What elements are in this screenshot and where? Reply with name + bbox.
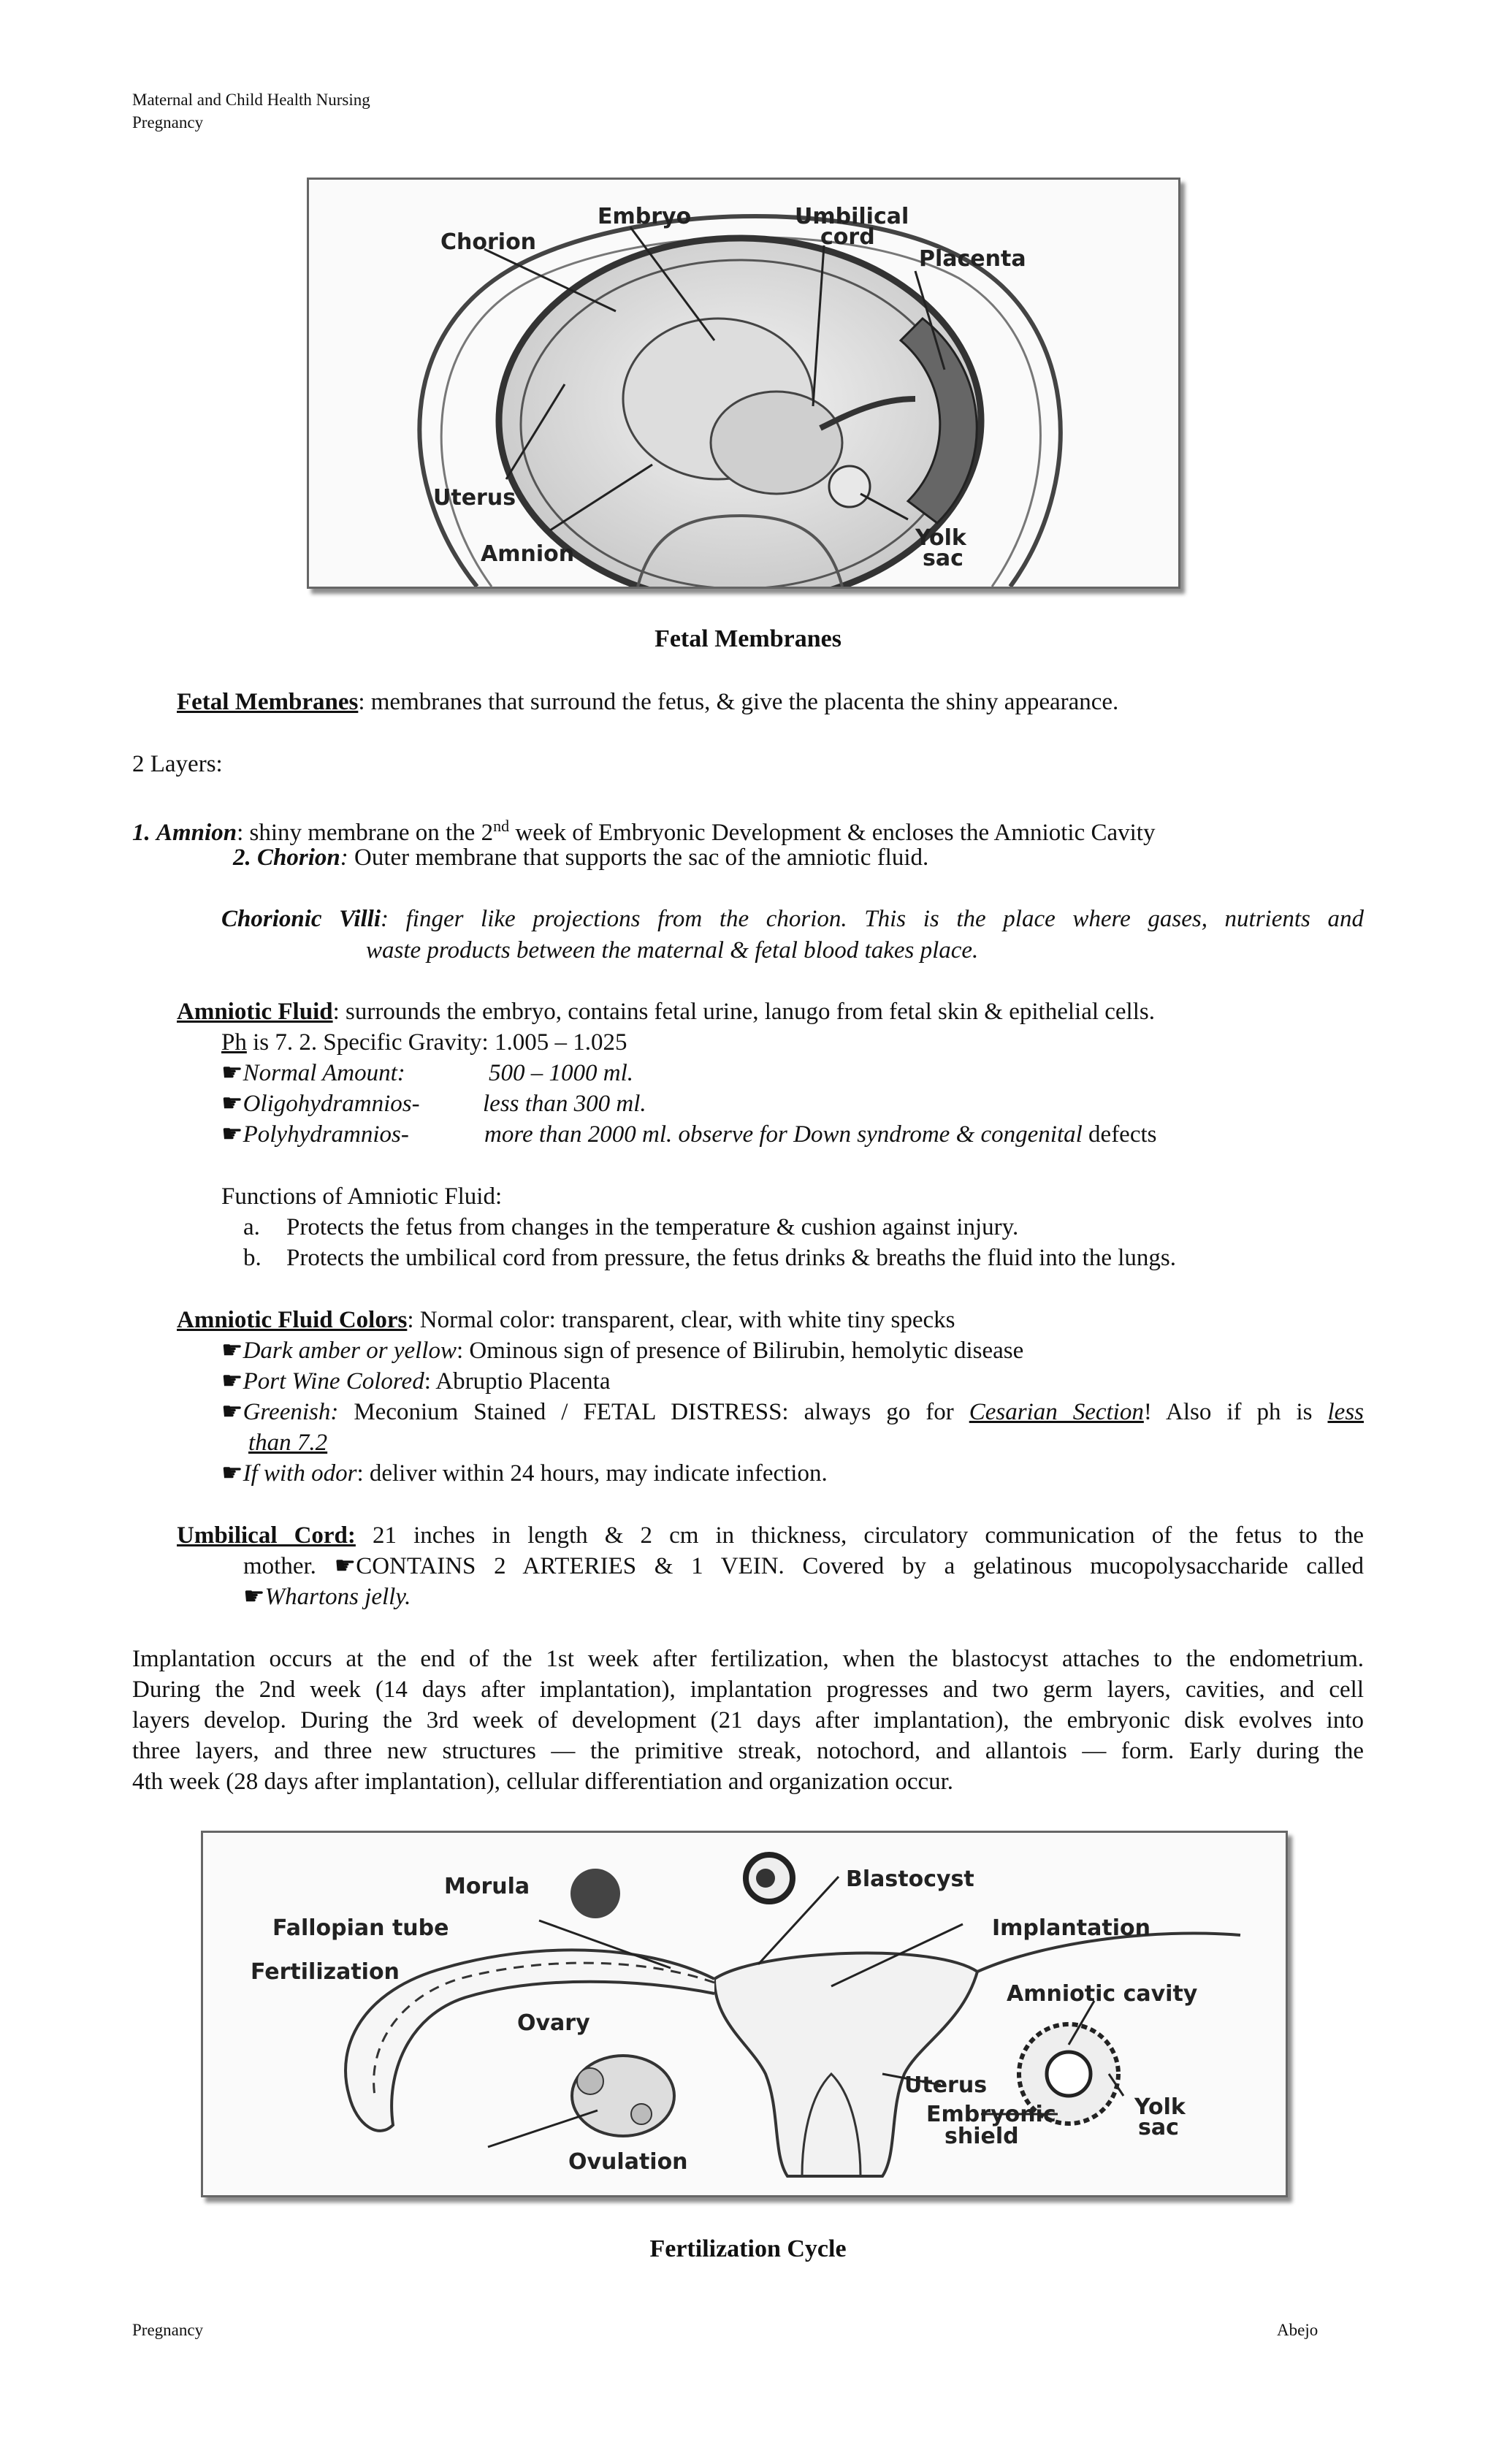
implantation-line-2: During the 2nd week (14 days after implantation), implantation progresses and two germ layers, cavities, and cell [132, 1677, 1364, 1703]
label-umbilical: Umbilical [795, 204, 909, 229]
villi-line-1 [221, 904, 1364, 934]
chorion-line [233, 842, 928, 873]
label-fallopian-tube: Fallopian tube [272, 1915, 449, 1941]
amnion-sup: nd [493, 817, 510, 835]
fetal-membranes-illustration [309, 180, 1178, 587]
color-greenish-text-2: ! Also if ph is [1143, 1399, 1328, 1425]
label-uterus: Uterus [904, 2072, 988, 2098]
cord-text-1: 21 inches in length & 2 cm in thickness, circulatory communication of the fetus to the [355, 1522, 1364, 1549]
color-dark-amber-row [221, 1335, 1023, 1366]
label-sac: sac [1138, 2115, 1179, 2140]
intro-text: : membranes that surround the fetus, & give the placenta the shiny appearance. [358, 689, 1119, 715]
cord-line-2 [243, 1551, 1364, 1582]
label-morula: Morula [444, 1874, 530, 1899]
color-odor-row [221, 1458, 828, 1489]
hand-pointer-icon: ☛ [221, 1338, 243, 1364]
amniotic-fluid-text: : surrounds the embryo, contains fetal urine, lanugo from fetal skin & epithelial cells. [332, 999, 1155, 1025]
color-greenish-label: Greenish: [243, 1399, 339, 1425]
intro-term: Fetal Membranes [177, 689, 359, 715]
oligohydramnios-value: less than 300 ml. [483, 1091, 646, 1117]
figure2-caption: Fertilization Cycle [649, 2235, 847, 2262]
function-b-marker: b. [243, 1245, 262, 1271]
label-yolk: Yolk [1134, 2094, 1186, 2120]
polyhydramnios-value: more than 2000 ml. observe for Down syndrome & congenital [484, 1121, 1083, 1148]
color-port-wine-label: Port Wine Colored [243, 1368, 424, 1395]
label-amniotic-cavity: Amniotic cavity [1007, 1981, 1198, 2007]
normal-amount-value: 500 – 1000 ml. [489, 1060, 633, 1086]
label-chorion: Chorion [440, 229, 537, 255]
cord-text-3: Whartons jelly. [264, 1584, 411, 1610]
polyhydramnios-row [221, 1119, 409, 1150]
normal-amount-row [221, 1058, 405, 1088]
implantation-line-4: three layers, and three new structures — the primitive streak, notochord, and allantois — form. Early during the [132, 1738, 1364, 1764]
cord-line-3 [243, 1582, 411, 1612]
chorion-number: 2. [233, 844, 251, 871]
villi-text-1: : finger like projections from the chorion. This is the place where gases, nutrients and [381, 906, 1364, 932]
polyhydramnios-tail: defects [1082, 1121, 1157, 1148]
color-greenish-row [221, 1397, 1364, 1427]
label-cord: cord [820, 224, 875, 250]
color-odor-text: : deliver within 24 hours, may indicate infection. [356, 1460, 828, 1487]
fertilization-cycle-figure [201, 1831, 1288, 2197]
fertilization-cycle-illustration [203, 1833, 1286, 2195]
colors-line [177, 1305, 955, 1335]
label-fertilization: Fertilization [251, 1959, 400, 1985]
morula-shape [570, 1869, 620, 1918]
color-odor-label: If with odor [243, 1460, 357, 1487]
color-port-wine-row [221, 1366, 611, 1397]
hand-pointer-icon: ☛ [334, 1553, 356, 1579]
header-topic: Pregnancy [132, 113, 204, 131]
amnion-term: Amnion [156, 820, 237, 846]
normal-amount-label: Normal Amount: [243, 1060, 405, 1086]
footer-right: Abejo [1277, 2321, 1318, 2339]
label-embryonic: Embryonic [926, 2102, 1056, 2127]
label-placenta: Placenta [919, 246, 1026, 272]
uterus-shape [714, 1953, 977, 2176]
label-implantation: Implantation [992, 1915, 1150, 1941]
function-b-text: Protects the umbilical cord from pressure, the fetus drinks & breaths the fluid into the lungs. [286, 1245, 1176, 1271]
implantation-line-5: 4th week (28 days after implantation), cellular differentiation and organization occur. [132, 1769, 954, 1795]
hand-pointer-icon: ☛ [243, 1584, 265, 1610]
ph-label: Ph [221, 1029, 247, 1056]
implantation-line-1: Implantation occurs at the end of the 1st week after fertilization, when the blastocyst attaches to the endometrium. [132, 1646, 1364, 1672]
color-dark-amber-label: Dark amber or yellow [243, 1338, 457, 1364]
label-uterus: Uterus [433, 485, 516, 511]
layers-title: 2 Layers: [132, 751, 223, 777]
cord-text-2: mother. [243, 1553, 335, 1579]
villi-line-2: waste products between the maternal & fetal blood takes place. [366, 937, 979, 964]
cord-line-1 [177, 1520, 1364, 1551]
hand-pointer-icon: ☛ [221, 1368, 243, 1395]
function-a-text: Protects the fetus from changes in the temperature & cushion against injury. [286, 1214, 1019, 1240]
colors-text: : Normal color: transparent, clear, with white tiny specks [407, 1307, 955, 1333]
label-amnion: Amnion [481, 541, 575, 567]
chorion-term: Chorion [257, 844, 340, 871]
label-shield: shield [944, 2124, 1019, 2149]
ph-line [221, 1027, 627, 1058]
functions-title: Functions of Amniotic Fluid: [221, 1183, 503, 1210]
oligohydramnios-label: Oligohydramnios- [243, 1091, 420, 1117]
hand-pointer-icon: ☛ [221, 1460, 243, 1487]
amnion-text-post: week of Embryonic Development & encloses the Amniotic Cavity [509, 820, 1156, 846]
color-dark-amber-text: : Ominous sign of presence of Bilirubin, hemolytic disease [456, 1338, 1024, 1364]
less-than-text: less [1327, 1399, 1364, 1425]
header-course: Maternal and Child Health Nursing [132, 91, 370, 109]
label-sac: sac [923, 546, 963, 571]
hand-pointer-icon: ☛ [221, 1399, 243, 1425]
implantation-line-3: layers develop. During the 3rd week of development (21 days after implantation), the embryonic disk evolves into [132, 1707, 1364, 1733]
amniotic-fluid-term: Amniotic Fluid [177, 999, 333, 1025]
ph-text: is 7. 2. Specific Gravity: 1.005 – 1.025 [246, 1029, 627, 1056]
intro-line [177, 687, 1118, 717]
color-port-wine-text: : Abruptio Placenta [424, 1368, 611, 1395]
villi-term: Chorionic Villi [221, 906, 381, 932]
amnion-number: 1. [132, 820, 150, 846]
label-yolk: Yolk [915, 525, 966, 551]
hand-pointer-icon: ☛ [221, 1121, 243, 1148]
hand-pointer-icon: ☛ [221, 1060, 243, 1086]
polyhydramnios-label: Polyhydramnios- [243, 1121, 409, 1148]
color-greenish-text: Meconium Stained / FETAL DISTRESS: always go for [338, 1399, 969, 1425]
figure1-caption: Fetal Membranes [654, 625, 842, 652]
cord-text-2b: CONTAINS 2 ARTERIES & 1 VEIN. Covered by a gelatinous mucopolysaccharide called [356, 1553, 1364, 1579]
footer-left: Pregnancy [132, 2321, 204, 2339]
chorion-text: Outer membrane that supports the sac of the amniotic fluid. [348, 844, 929, 871]
label-ovary: Ovary [517, 2010, 590, 2036]
polyhydramnios-value-line [484, 1119, 1157, 1150]
than-7-2-text: than 7.2 [248, 1430, 328, 1456]
amniotic-fluid-line [177, 996, 1155, 1027]
label-blastocyst: Blastocyst [846, 1866, 974, 1892]
colors-term: Amniotic Fluid Colors [177, 1307, 408, 1333]
function-a-marker: a. [243, 1214, 260, 1240]
label-embryo: Embryo [598, 204, 692, 229]
label-ovulation: Ovulation [568, 2149, 688, 2175]
oligohydramnios-row [221, 1088, 420, 1119]
amnion-text-pre: : shiny membrane on the 2 [237, 820, 494, 846]
hand-pointer-icon: ☛ [221, 1091, 243, 1117]
cesarian-section-text: Cesarian Section [969, 1399, 1144, 1425]
cord-term: Umbilical Cord: [177, 1522, 356, 1549]
chorion-colon: : [340, 844, 348, 871]
fetal-membranes-figure [307, 178, 1180, 589]
page-header [132, 88, 370, 134]
